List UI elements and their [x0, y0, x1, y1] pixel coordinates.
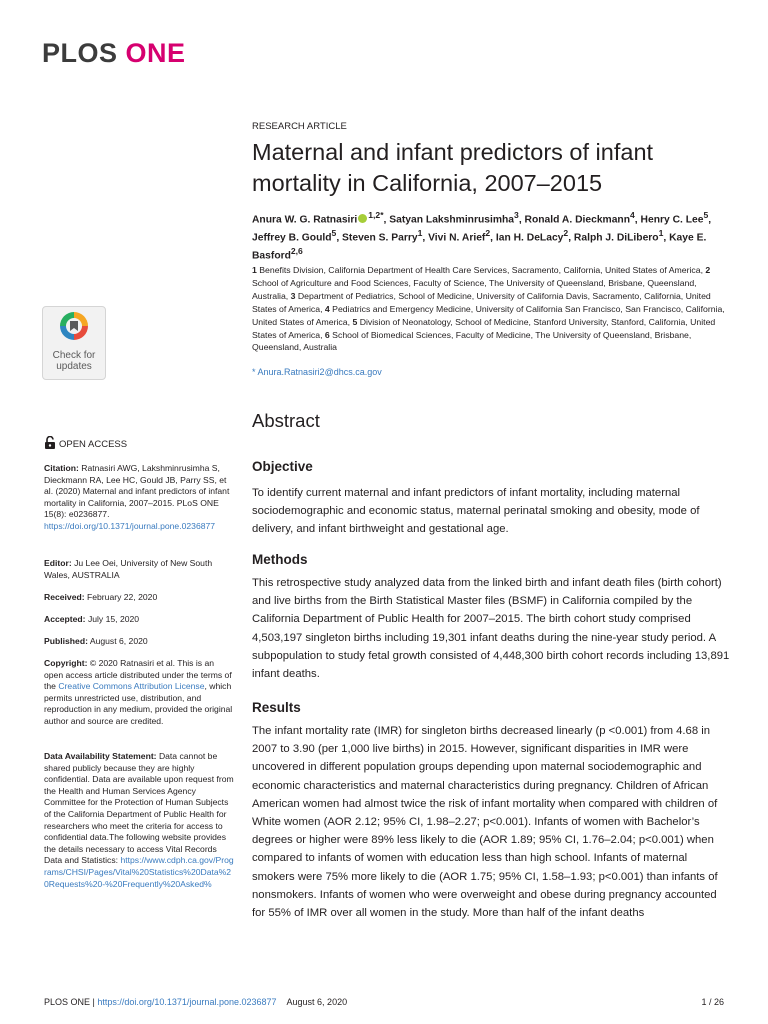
author-affiliation-marker: 5	[331, 227, 337, 238]
results-text: The infant mortality rate (IMR) for singleton births decreased linearly (p <0.001) from 4.68 in 2007 to 3.90 (per 1,000 live births) in 2015. However, significant disparities in IMR were uncovered in different population groups depending upon maternal sociodemographic and economic characteristics and maternal characteristics during pregnancy. Children of African American women had almost twice the risk of infant mortality when compared with children of White women (AOR 2.12; 95% CI, 1.98–2.27; p<0.001). Infants of women with Bachelor’s degrees or higher were 89% less likely to die (AOR 1.89; 95% CI, 1.76–2.04; p<0.001) when compared to infants of women with education less than high school. Infants of maternal smokers were 75% more likely to die (AOR 1.75; 95% CI, 1.58–1.93; p<0.001) than infants of nonsmokers. Infants of women who were overweight and obese during pregnancy accounted for 55% of IMR over all women in the study. More than half of the infant deaths	[252, 725, 718, 920]
author-name: Steven S. Parry	[342, 232, 418, 244]
affiliation-text: School of Biomedical Sciences, Faculty of Medicine, The University of Queensland, Brisbane, Queensland, Australia	[252, 329, 692, 353]
methods-heading: Methods	[252, 552, 308, 567]
correspondence: * Anura.Ratnasiri2@dhcs.ca.gov	[252, 367, 382, 377]
affiliation-number: 3	[290, 290, 296, 301]
corresponding-email-link[interactable]: Anura.Ratnasiri2@dhcs.ca.gov	[257, 367, 382, 377]
journal-logo	[42, 38, 186, 69]
affiliations	[252, 264, 730, 354]
author-affiliation-marker: 3	[514, 210, 519, 220]
author-affiliation-marker: 1	[658, 227, 664, 238]
affiliation-text: Department of Pediatrics, School of Medicine, University of California Davis, Sacramento, California, United States of America,	[252, 290, 711, 314]
citation-doi-link[interactable]: https://doi.org/10.1371/journal.pone.0236877	[44, 520, 216, 531]
author-affiliation-marker: 5	[703, 210, 709, 220]
author-name: Kaye E. Basford	[252, 232, 707, 262]
journal-logo-one: ONE	[125, 38, 186, 68]
affiliation-text: Division of Neonatology, School of Medicine, Stanford University, Stanford, California, United States of America,	[252, 316, 716, 340]
check-for-updates-button[interactable]	[42, 306, 106, 380]
footer-doi-link[interactable]: https://doi.org/10.1371/journal.pone.0236877	[97, 997, 277, 1007]
check-for-updates-label: Check for updates	[52, 350, 96, 372]
author-name: Ronald A. Dieckmann	[524, 214, 631, 226]
author-affiliation-marker: 1	[417, 227, 423, 238]
author-affiliation-marker: 2	[563, 227, 569, 238]
affiliation-number: 2	[705, 265, 711, 275]
author-name: Satyan Lakshminrusimha	[389, 214, 515, 226]
affiliation-number: 1	[252, 265, 257, 275]
copyright-block: Copyright: © 2020 Ratnasiri et al. This is an open access article distributed under the terms of the Creative Commons Attribution License, which permits unrestricted use, distribution, and reproduction in any medium, provided the original author and source are credited.	[44, 658, 233, 726]
author-affiliation-marker: 4	[630, 210, 635, 220]
author-name: Ian H. DeLacy	[495, 232, 564, 244]
author-affiliation-marker: 1,2*	[368, 210, 384, 220]
objective-heading: Objective	[252, 459, 313, 474]
author-name: Anura W. G. Ratnasiri	[252, 214, 358, 226]
results-heading: Results	[252, 700, 301, 715]
open-access-label: OPEN ACCESS	[44, 436, 127, 450]
abstract-heading: Abstract	[252, 410, 320, 431]
journal-logo-plos: PLOS	[42, 38, 118, 68]
affiliation-number: 4	[324, 303, 330, 314]
page-number: 1 / 26	[701, 997, 724, 1007]
author-name: Vivi N. Arief	[428, 232, 486, 244]
accepted-block: Accepted: July 15, 2020	[44, 614, 140, 624]
affiliation-text: Pediatrics and Emergency Medicine, University of California San Francisco, San Francisco, California, United States of America,	[252, 303, 725, 327]
open-lock-icon	[44, 436, 56, 449]
affiliation-number: 6	[324, 329, 330, 340]
orcid-icon[interactable]	[358, 214, 367, 223]
author-affiliation-marker: 2	[485, 227, 491, 238]
author-name: Jeffrey B. Gould	[252, 232, 332, 244]
article-title: Maternal and infant predictors of infant mortality in California, 2007–2015	[252, 139, 654, 196]
author-name: Ralph J. DiLibero	[573, 232, 659, 244]
citation-block: Citation: Ratnasiri AWG, Lakshminrusimha S, Dieckmann RA, Lee HC, Gould JB, Parry SS, et al. (2020) Maternal and infant predictors of infant mortality in California, 2007–2015. PLoS ONE 15(8): e0236877. https://doi.org/10.1371/journal.pone.0236877	[44, 463, 230, 531]
received-block: Received: February 22, 2020	[44, 592, 158, 602]
published-block: Published: August 6, 2020	[44, 636, 148, 646]
author-name: Henry C. Lee	[640, 214, 704, 226]
footer-date: August 6, 2020	[286, 997, 348, 1007]
objective-text: To identify current maternal and infant predictors of infant mortality, including maternal sociodemographic and economic status, maternal perinatal smoking and obesity, mode of delivery, and infant birthweight and gestational age.	[252, 487, 700, 536]
author-list: Anura W. G. Ratnasiri $^{1,2*}$, Satyan Lakshminrusimha$^3$, Ronald A. Dieckmann$^4$, Henry C. Lee$^5$, Jeffrey B. Gould$^5$, Steven S. Parry$^1$, Vivi N. Arief$^2$, Ian H. DeLacy$^2$, Ralph J. DiLibero$^1$, Kaye E. Basford$^{2,6}$	[252, 210, 712, 262]
page-footer: PLOS ONE | https://doi.org/10.1371/journal.pone.0236877 August 6, 2020 1 / 26	[44, 997, 724, 1007]
affiliation-text: Benefits Division, California Department of Health Care Services, Sacramento, California, United States of America,	[256, 265, 706, 275]
data-availability-block: Data Availability Statement: Data cannot be shared publicly because they are highly confidential. Data are available upon request from the Health and Human Services Agency Committee for the Protection of Human Subjects of the California Department of Public Health for researchers who meet the criteria for access to confidential data.The following website provides the details necessary to access Vital Records Data and Statistics: https://www.cdph.ca.gov/Programs/CHSI/Pages/Vital%20Statistics%20Data%20Requests%20-%20Frequently%20Asked%	[44, 751, 234, 889]
affiliation-text: School of Agriculture and Food Sciences, Faculty of Science, The University of Queensland, Brisbane, Queensland, Australia,	[252, 277, 697, 301]
cc-license-link[interactable]: Creative Commons Attribution License	[58, 681, 205, 692]
data-availability-link[interactable]: https://www.cdph.ca.gov/Programs/CHSI/Pages/Vital%20Statistics%20Data%20Requests%20-%20Frequently%20Asked%	[44, 855, 234, 889]
footer-journal: PLOS ONE	[44, 997, 91, 1007]
author-affiliation-marker: 2,6	[290, 245, 303, 256]
editor-block: Editor: Ju Lee Oei, University of New South Wales, AUSTRALIA	[44, 558, 213, 580]
affiliation-number: 5	[352, 316, 358, 327]
article-type: RESEARCH ARTICLE	[252, 121, 347, 132]
methods-text: This retrospective study analyzed data from the linked birth and infant death files (birth cohort) and live births from the Birth Statistical Master files (BSMF) in California compiled by the California Department of Public Health for 2007–2015. The birth cohort study comprised 4,503,197 singleton births including 19,301 infant deaths during the nine-year study period. A subpopulation to study fetal growth consisted of 4,448,300 birth cohort records including 13,891 infant deaths.	[252, 577, 730, 681]
